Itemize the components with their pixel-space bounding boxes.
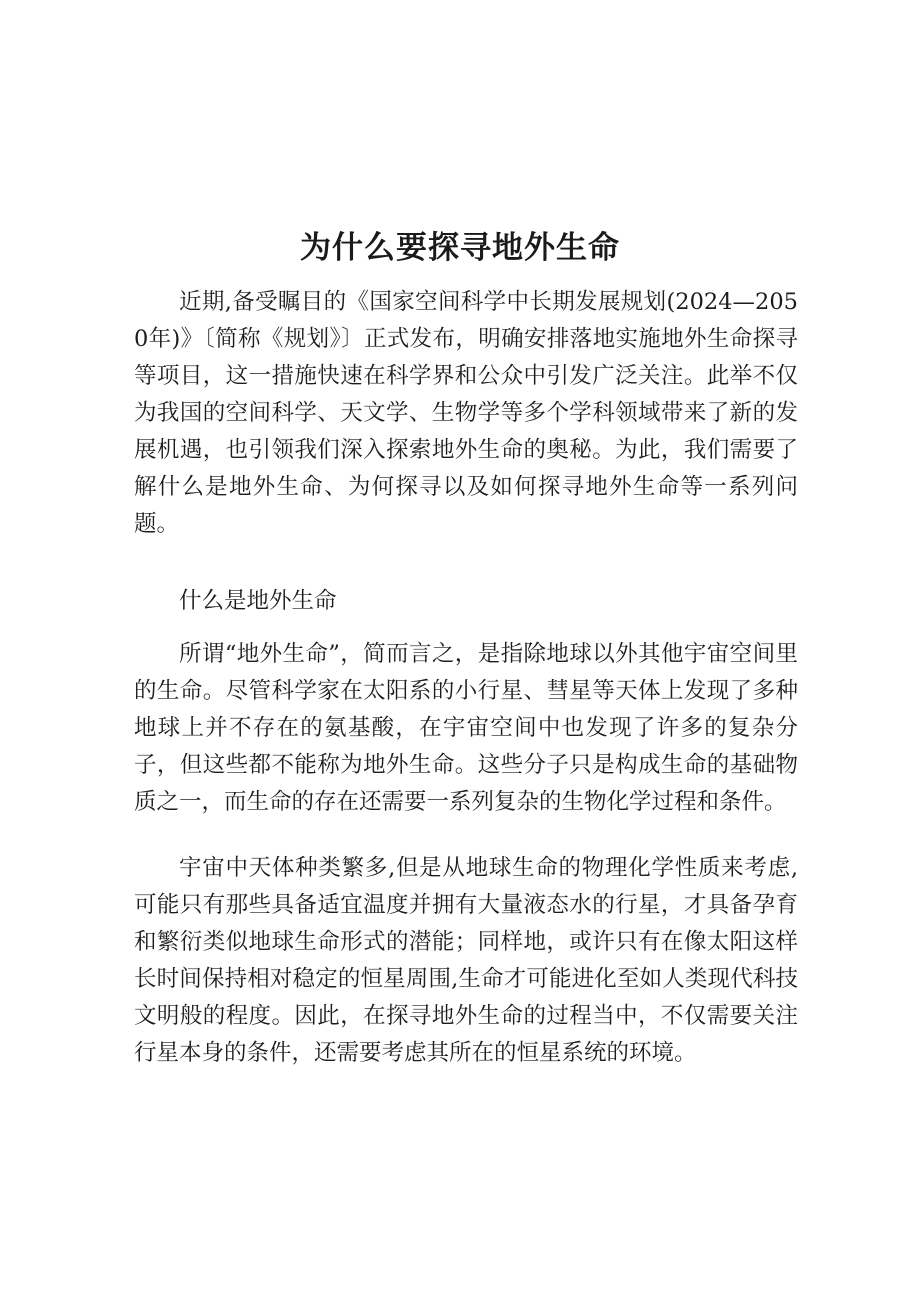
section-heading-what-is-extraterrestrial-life: 什么是地外生命	[179, 588, 337, 614]
paragraph-conditions: 宇宙中天体种类繁多,但是从地球生命的物理化学性质来考虑,可能只有那些具备适宜温度并拥有大量液态水的行星，才具备孕育和繁衍类似地球生命形式的潜能；同样地，或许只有在像太阳这样长时间保持相对稳定的恒星周围,生命才可能进化至如人类现代科技文明般的程度。因此，在探寻地外生命的过程当中，不仅需要关注行星本身的条件，还需要考虑其所在的恒星系统的环境。	[134, 855, 798, 1066]
paragraph-intro: 近期,备受瞩目的《国家空间科学中长期发展规划(2024—2050年)》〔简称《规划》〕正式发布，明确安排落地实施地外生命探寻等项目，这一措施快速在科学界和公众中引发广泛关注。此举不仅为我国的空间科学、天文学、生物学等多个学科领域带来了新的发展机遇，也引领我们深入探索地外生命的奥秘。为此，我们需要了解什么是地外生命、为何探寻以及如何探寻地外生命等一系列问题。	[134, 289, 798, 537]
document-title: 为什么要探寻地外生命	[300, 230, 620, 266]
paragraph-definition: 所谓“地外生命”，简而言之，是指除地球以外其他宇宙空间里的生命。尽管科学家在太阳系的小行星、彗星等天体上发现了多种地球上并不存在的氨基酸，在宇宙空间中也发现了许多的复杂分子，但这些都不能称为地外生命。这些分子只是构成生命的基础物质之一，而生命的存在还需要一系列复杂的生物化学过程和条件。	[134, 641, 798, 815]
